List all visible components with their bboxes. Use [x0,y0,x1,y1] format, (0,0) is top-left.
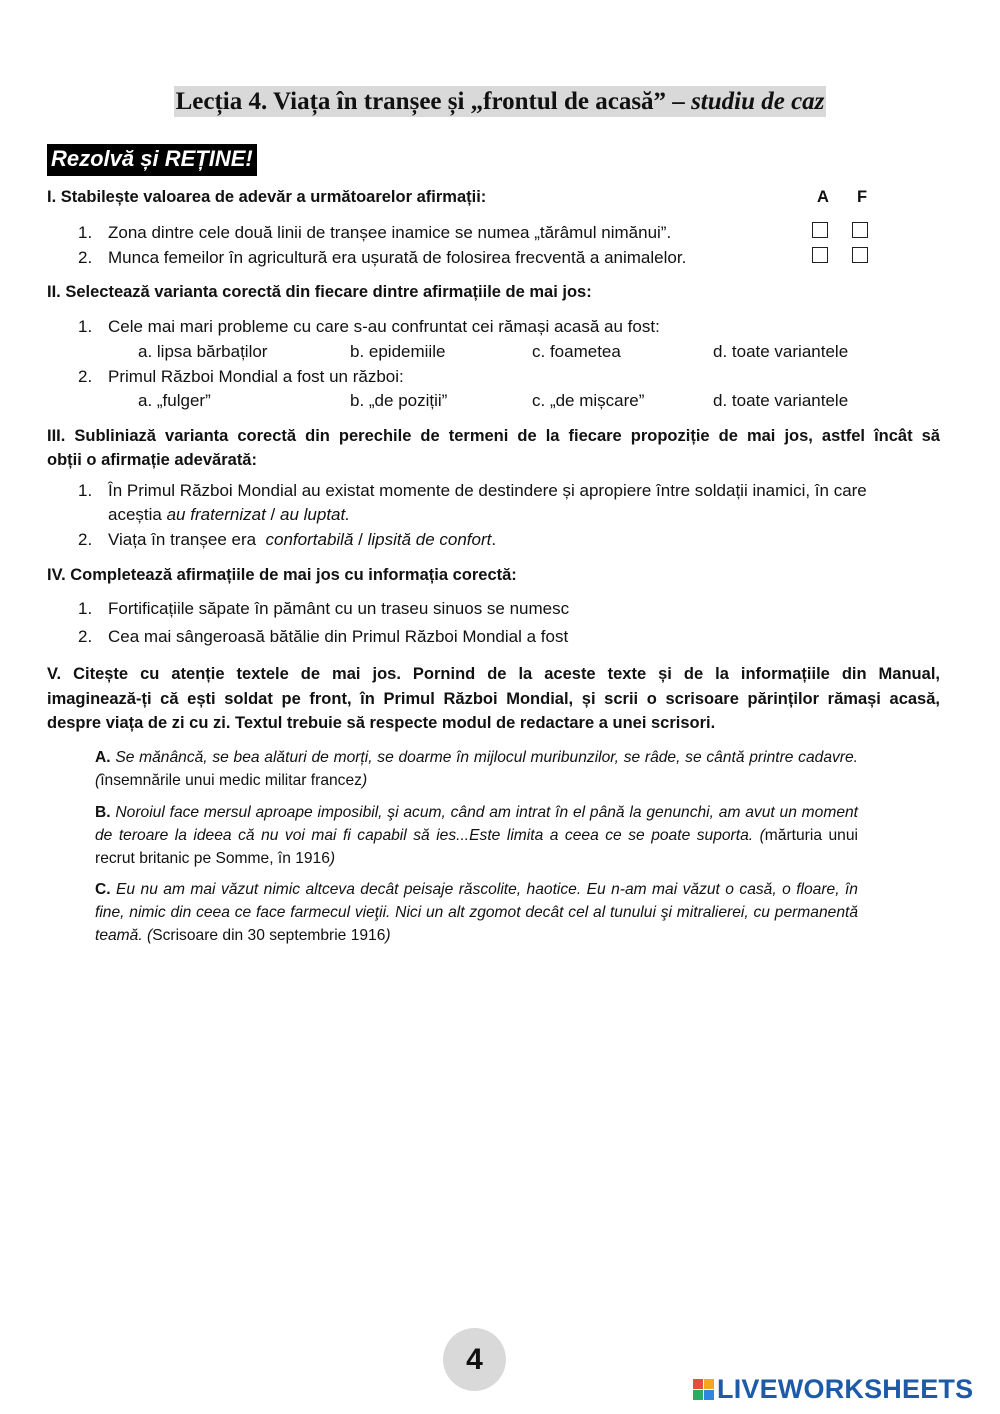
term-option-lipsita-de-confort[interactable]: lipsită de confort [367,530,492,549]
section-badge: Rezolvă și REȚINE! [47,144,257,176]
item-number: 2. [78,530,93,549]
quote-b [95,801,858,870]
quote-source: mărturia unui recrut britanic pe Somme, în 1916 [95,827,858,867]
fill-item-1 [78,599,569,619]
quote-end: ) [361,772,368,789]
page-number: 4 [443,1328,506,1391]
underline-item-2 [78,530,496,550]
quote-label: A. [95,749,111,766]
quote-source: însemnările unui medic militar francez [100,772,362,789]
section-1-heading: I. Stabilește valoarea de adevăr a următoarelor afirmații: [47,188,487,206]
item-text: Munca femeilor în agricultură era ușurată de folosirea frecventă a animalelor. [108,248,687,267]
item-number: 1. [78,481,93,500]
title-italic: studiu de caz [691,88,825,115]
choice-option-1a[interactable]: a. lipsa bărbaților [138,342,268,361]
choice-question-1 [78,317,660,337]
section-5-heading-line-3: despre viața de zi cu zi. Textul trebuie să respecte modul de redactare a unei scrisori. [47,714,716,732]
fill-item-2 [78,627,568,647]
item-suffix: . [491,530,497,549]
section-3-heading-line-2: obții o afirmație adevărată: [47,451,257,469]
item-number: 2. [78,367,93,386]
item-number: 1. [78,317,93,336]
section-4-heading: IV. Completează afirmațiile de mai jos cu informația corectă: [47,566,517,584]
checkbox-false-2[interactable] [852,247,868,263]
section-2-heading: II. Selectează varianta corectă din fiecare dintre afirmațiile de mai jos: [47,283,592,301]
item-number: 1. [78,599,93,618]
choice-option-2a[interactable]: a. „fulger” [138,391,211,410]
choice-option-1d[interactable]: d. toate variantele [713,342,849,361]
logo-text: LIVEWORKSHEETS [717,1373,974,1404]
item-text: aceștia [108,505,167,524]
quote-end: ) [329,850,336,867]
quote-text: Se mănâncă, se bea alături de morți, se doarme în mijlocul muribunzilor, se râde, se cântă printre cadavre. ( [95,749,858,789]
underline-item-1-line-2 [108,505,350,525]
item-text: Zona dintre cele două linii de tranșee inamice se numea „tărâmul nimănui”. [108,223,672,242]
question-text: Cele mai mari probleme cu care s-au confruntat cei rămași acasă au fost: [108,317,660,336]
item-text: În Primul Război Mondial au existat momente de destindere și apropiere între soldații inamici, în care [108,481,867,500]
checkbox-false-1[interactable] [852,222,868,238]
quote-c [95,878,858,947]
true-false-item-2 [78,248,686,268]
checkbox-true-1[interactable] [812,222,828,238]
choice-option-2d[interactable]: d. toate variantele [713,391,849,410]
quote-label: C. [95,881,111,898]
quote-text: Noroiul face mersul aproape imposibil, şi acum, când am intrat în el până la genunchi, am avut un moment de teroare la ideea că nu voi mai fi capabil să ies...Este limita a ceea ce se poate suporta. ( [95,804,858,844]
page-title [0,88,1000,116]
quote-text: Eu nu am mai văzut nimic altceva decât peisaje răscolite, haotice. Eu n-am mai văzut o casă, o floare, în fine, nimic din ceea ce face farmecul vieţii. Nici un alt zgomot decât cel al tunului şi mitralierei, cu permanentă teamă. ( [95,881,858,944]
quote-source: Scrisoare din 30 septembrie 1916 [152,927,386,944]
item-number: 2. [78,627,93,646]
section-5-heading-line-2: imaginează-ți că ești soldat pe front, în Primul Război Mondial, și scrii o scrisoare părinților rămași acasă, [47,690,940,708]
quote-end: ) [385,927,391,944]
liveworksheets-logo [693,1372,973,1406]
logo-squares-icon [693,1379,714,1400]
term-option-confortabila[interactable]: confortabilă [265,530,354,549]
section-5-heading-line-1: V. Citește cu atenție textele de mai jos. Pornind de la aceste texte și de la informațiile din Manual, [47,665,940,683]
question-text: Primul Război Mondial a fost un război: [108,367,404,386]
underline-item-1 [78,481,867,501]
quote-a [95,746,858,792]
term-option-fraternizat[interactable]: au fraternizat [166,505,266,524]
item-text: Cea mai sângeroasă bătălie din Primul Război Mondial a fost [108,627,569,646]
term-separator: / [353,530,368,549]
item-number: 2. [78,248,93,267]
col-header-f: F [857,188,868,206]
choice-option-2b[interactable]: b. „de poziții” [350,391,448,410]
true-false-item-1 [78,223,671,243]
quote-label: B. [95,804,111,821]
item-text: Viața în tranșee era [108,530,266,549]
term-separator: / [265,505,280,524]
choice-question-2 [78,367,404,387]
choice-option-1c[interactable]: c. foametea [532,342,621,361]
title-main: Lecția 4. Viața în tranșee și „frontul de acasă” – [175,88,692,115]
item-text: Fortificațiile săpate în pământ cu un traseu sinuos se numesc [108,599,570,618]
section-3-heading-line-1: III. Subliniază varianta corectă din perechile de termeni de la fiecare propoziție de mai jos, astfel încât să [47,427,940,445]
col-header-a: A [817,188,829,206]
choice-option-2c[interactable]: c. „de mișcare” [532,391,645,410]
item-number: 1. [78,223,93,242]
choice-option-1b[interactable]: b. epidemiile [350,342,446,361]
checkbox-true-2[interactable] [812,247,828,263]
term-option-luptat[interactable]: au luptat. [280,505,350,524]
